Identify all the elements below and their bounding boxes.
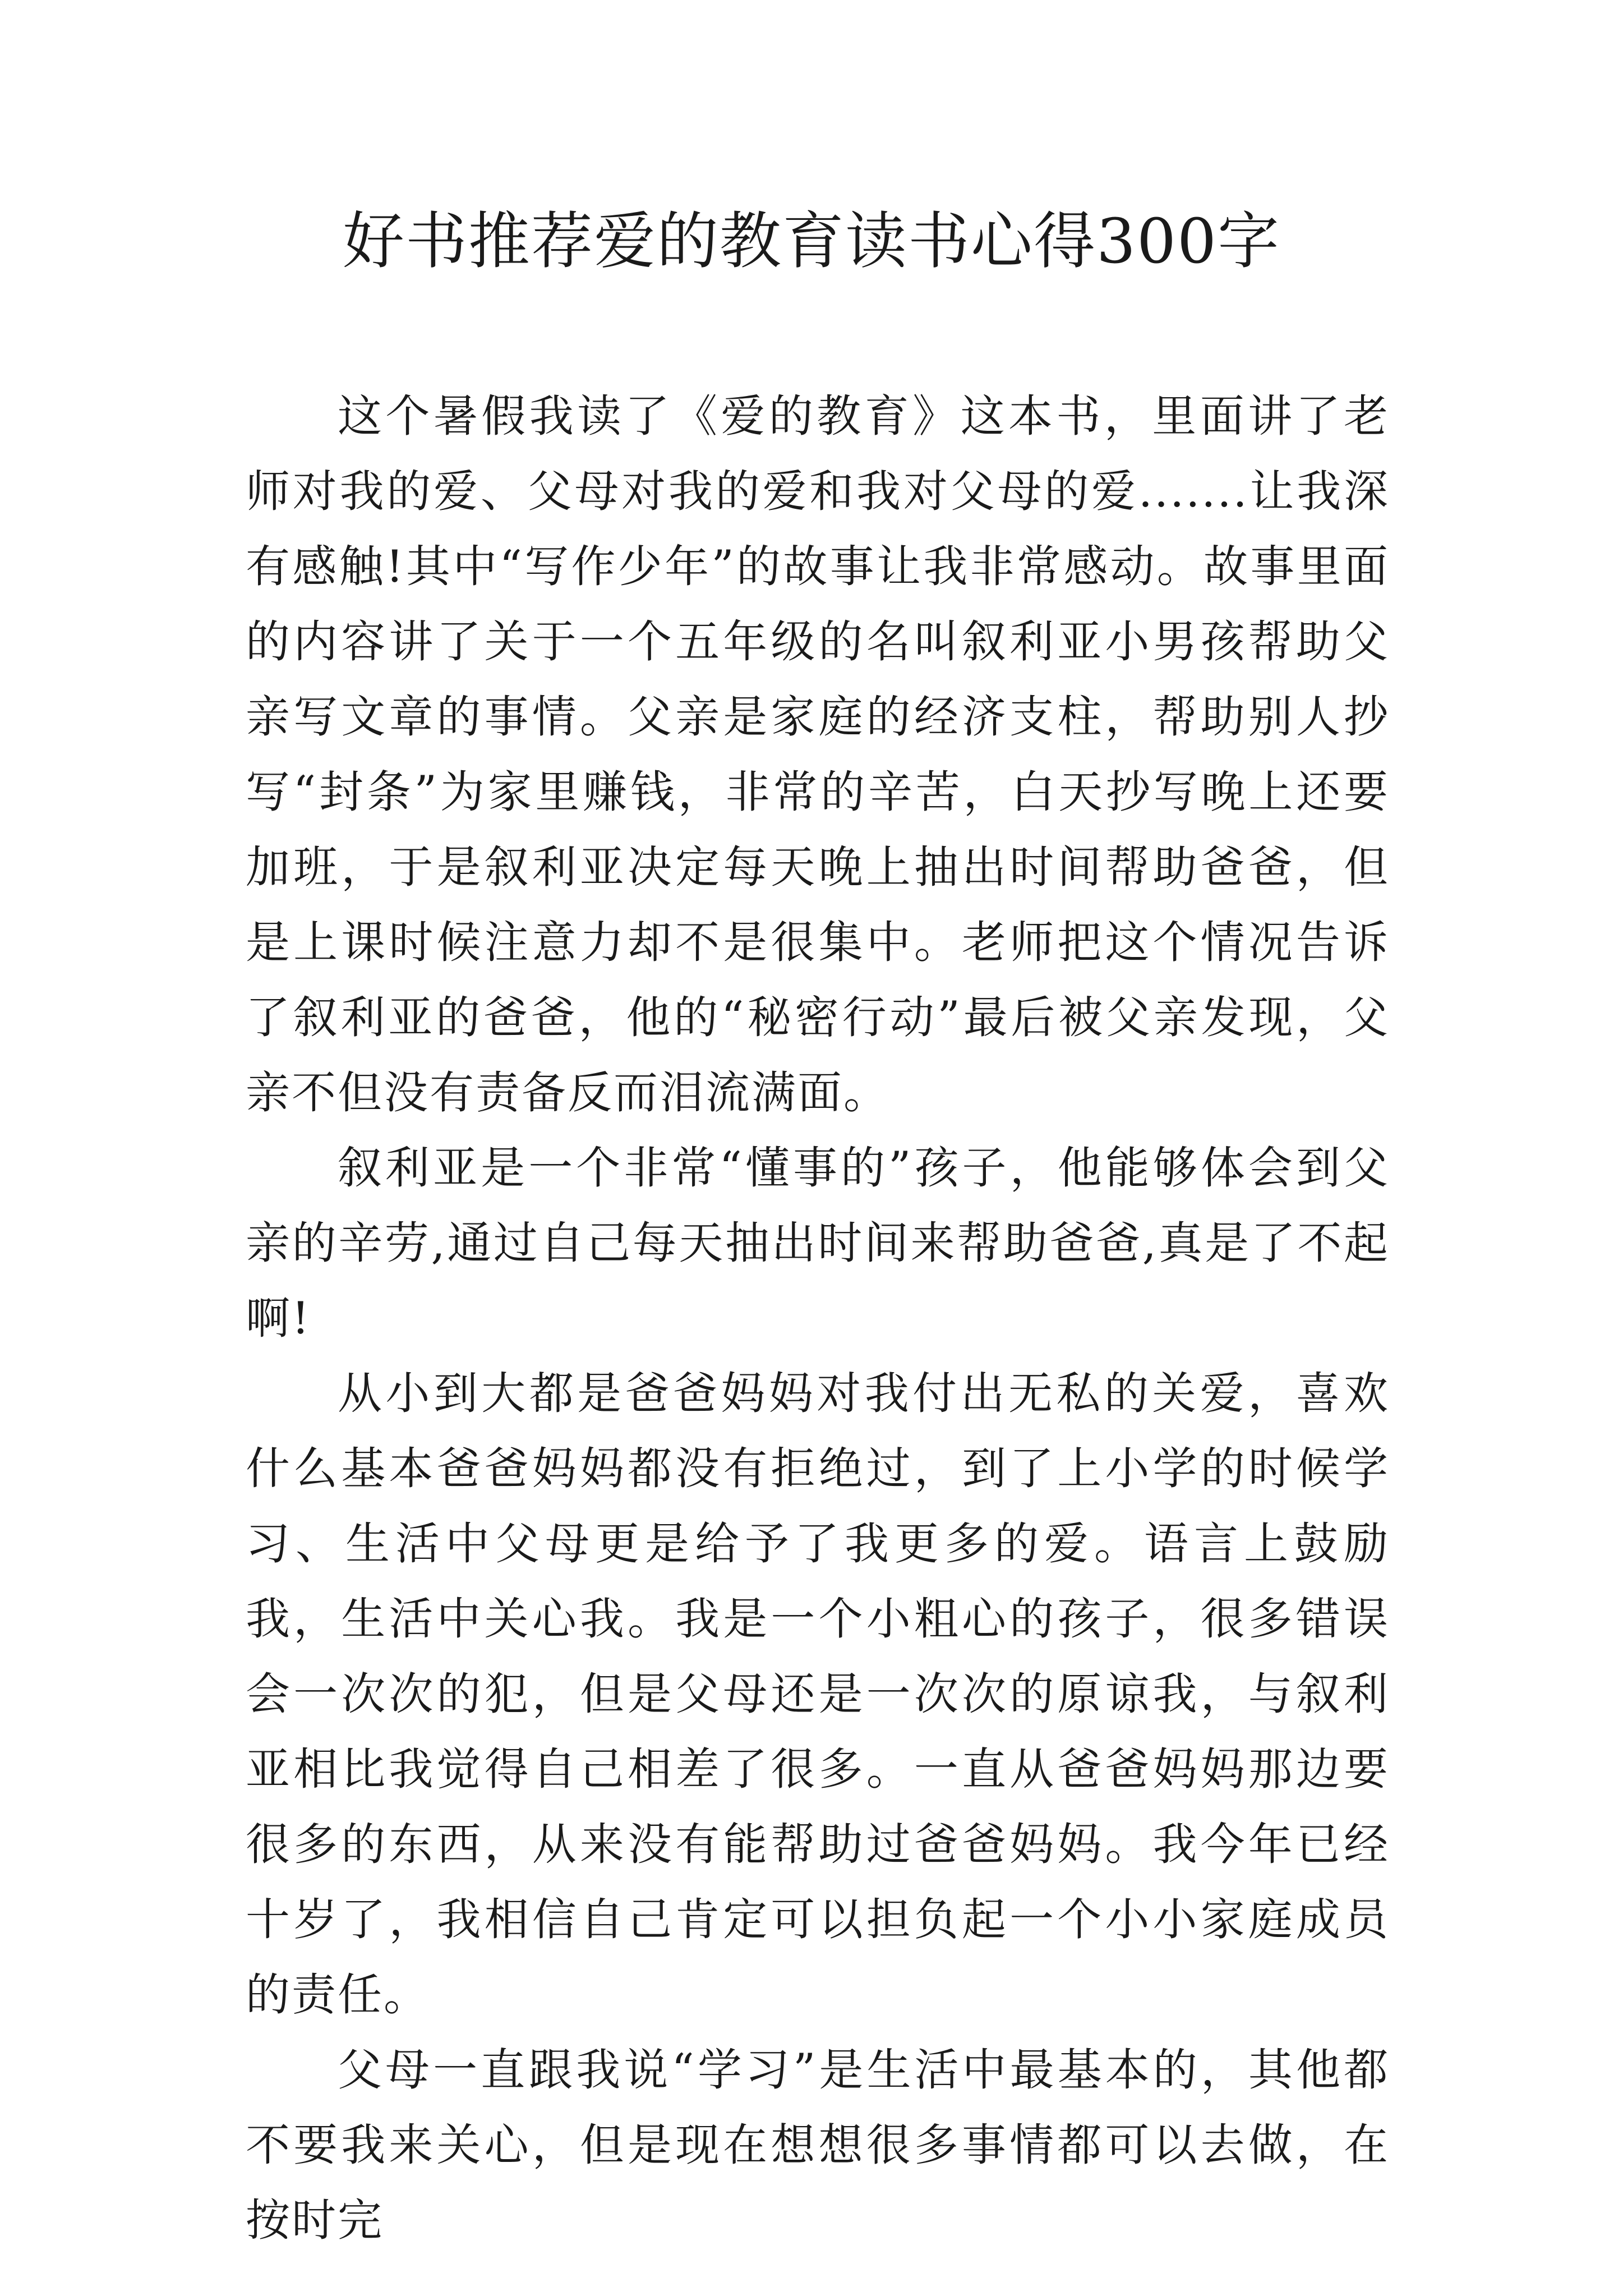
- paragraph-2: 叙利亚是一个非常“懂事的”孩子，他能够体会到父亲的辛劳,通过自己每天抽出时间来帮助爸爸,真是了不起啊!: [246, 1142, 1390, 1344]
- document-body: [246, 379, 1390, 2258]
- paragraph-4: 父母一直跟我说“学习”是生活中最基本的，其他都不要我来关心，但是现在想想很多事情都可以去做，在按时完: [246, 2044, 1390, 2246]
- paragraph-1: 这个暑假我读了《爱的教育》这本书，里面讲了老师对我的爱、父母对我的爱和我对父母的爱.......让我深有感触!其中“写作少年”的故事让我非常感动。故事里面的内容讲了关于一个五年级的名叫叙利亚小男孩帮助父亲写文章的事情。父亲是家庭的经济支柱，帮助别人抄写“封条”为家里赚钱，非常的辛苦，白天抄写晚上还要加班，于是叙利亚决定每天晚上抽出时间帮助爸爸，但是上课时候注意力却不是很集中。老师把这个情况告诉了叙利亚的爸爸，他的“秘密行动”最后被父亲发现，父亲不但没有责备反而泪流满面。: [246, 390, 1390, 1119]
- document-title: 好书推荐爱的教育读书心得300字: [343, 205, 1280, 277]
- paragraph-3: 从小到大都是爸爸妈妈对我付出无私的关爱，喜欢什么基本爸爸妈妈都没有拒绝过，到了上小学的时候学习、生活中父母更是给予了我更多的爱。语言上鼓励我，生活中关心我。我是一个小粗心的孩子，很多错误会一次次的犯，但是父母还是一次次的原谅我，与叙利亚相比我觉得自己相差了很多。一直从爸爸妈妈那边要很多的东西，从来没有能帮助过爸爸妈妈。我今年已经十岁了，我相信自己肯定可以担负起一个小小家庭成员的责任。: [246, 1368, 1390, 2021]
